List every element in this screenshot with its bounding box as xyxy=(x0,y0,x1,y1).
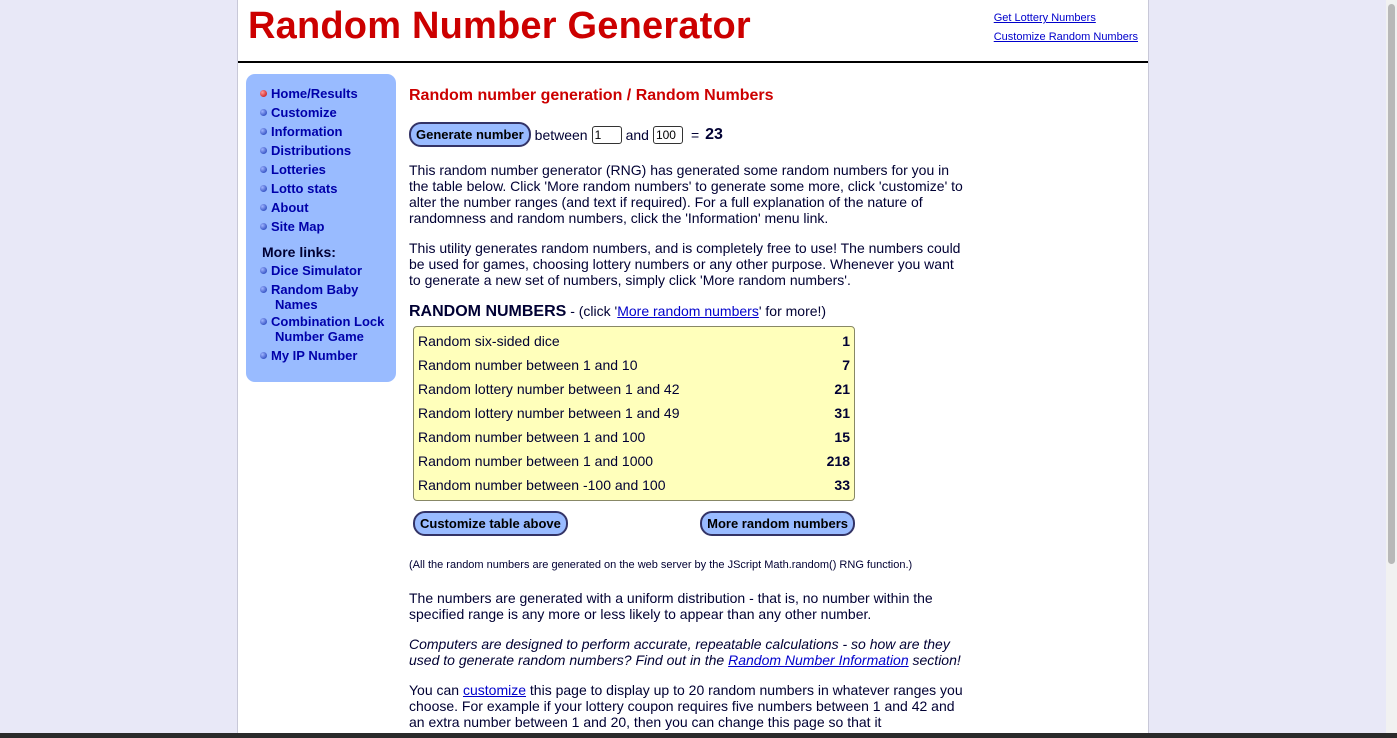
computers-paragraph xyxy=(409,636,969,668)
scrollbar-thumb[interactable] xyxy=(1388,4,1395,564)
header-divider xyxy=(238,61,1148,63)
sidebar-nav xyxy=(246,74,396,382)
sidebar-item-my-ip-number[interactable]: My IP Number xyxy=(260,346,396,365)
bullet-icon xyxy=(260,352,267,359)
and-label: and xyxy=(625,126,649,143)
table-row xyxy=(418,329,850,353)
generate-form xyxy=(409,122,969,147)
bullet-icon xyxy=(260,90,267,97)
window-bottom-edge xyxy=(0,733,1397,738)
random-numbers-table xyxy=(413,326,855,501)
sidebar-item-lotto-stats[interactable]: Lotto stats xyxy=(260,179,396,198)
rn-heading-pre: - (click ' xyxy=(566,303,618,319)
generate-number-button[interactable]: Generate number xyxy=(409,122,531,147)
sidebar-item-lotteries[interactable]: Lotteries xyxy=(260,160,396,179)
intro-paragraph-1: This random number generator (RNG) has generated some random numbers for you in the table below. Click 'More random numbers' to generate some more, click 'customize' to alter the number ranges (and text if required). For a full explanation of the nature of randomness and random numbers, click the 'Information' menu link. xyxy=(409,162,963,226)
table-row xyxy=(418,353,850,377)
row-label: Random lottery number between 1 and 49 xyxy=(418,405,680,421)
customize-paragraph xyxy=(409,682,969,730)
equals-sign: = xyxy=(690,126,700,143)
row-label: Random number between 1 and 10 xyxy=(418,357,638,373)
sidebar-item-dice-simulator[interactable]: Dice Simulator xyxy=(260,261,396,280)
sidebar-item-site-map[interactable]: Site Map xyxy=(260,217,396,236)
sidebar-item-home[interactable]: Home/Results xyxy=(260,84,396,103)
sidebar-item-customize[interactable]: Customize xyxy=(260,103,396,122)
random-numbers-title: RANDOM NUMBERS xyxy=(409,303,567,320)
max-input[interactable] xyxy=(653,126,683,144)
page-heading: Random number generation / Random Numbers xyxy=(409,87,774,104)
link-line-2: Number Game xyxy=(275,329,364,344)
row-label: Random number between 1 and 100 xyxy=(418,429,646,445)
table-row xyxy=(418,473,850,497)
customize-table-button[interactable]: Customize table above xyxy=(413,511,568,536)
bullet-icon xyxy=(260,267,267,274)
more-links-heading: More links: xyxy=(262,244,336,260)
para5-tail: this page to display up to 20 random numbers in whatever ranges you choose. For example if your lottery coupon requires five numbers between 1 and 42 and an extra number between 1 and 20, then you can change this page so that it xyxy=(409,682,963,730)
generated-result: 23 xyxy=(705,125,723,143)
sidebar-item-information[interactable]: Information xyxy=(260,122,396,141)
more-random-numbers-button[interactable]: More random numbers xyxy=(700,511,855,536)
vertical-scrollbar[interactable] xyxy=(1386,0,1397,738)
link-line-1: Combination Lock xyxy=(271,314,385,329)
row-label: Random number between -100 and 100 xyxy=(418,477,666,493)
table-row xyxy=(418,401,850,425)
row-value: 31 xyxy=(834,405,850,421)
min-input[interactable] xyxy=(592,126,622,144)
row-value: 33 xyxy=(834,477,850,493)
table-row xyxy=(418,425,850,449)
main-content xyxy=(409,86,969,730)
table-row xyxy=(418,449,850,473)
bullet-icon xyxy=(260,318,267,325)
random-number-information-link[interactable]: Random Number Information xyxy=(728,652,909,668)
random-numbers-heading xyxy=(409,303,969,320)
sidebar-item-about[interactable]: About xyxy=(260,198,396,217)
distribution-paragraph: The numbers are generated with a uniform distribution - that is, no number within the specified range is any more or less likely to appear than any other number. xyxy=(409,590,933,622)
row-label: Random number between 1 and 1000 xyxy=(418,453,654,469)
row-value: 15 xyxy=(834,429,850,445)
sidebar-item-combination-lock[interactable] xyxy=(260,314,396,344)
table-actions xyxy=(413,511,855,536)
para5-text: You can xyxy=(409,682,463,698)
more-random-numbers-link[interactable]: More random numbers xyxy=(617,303,759,319)
row-value: 218 xyxy=(826,453,850,469)
page-container xyxy=(237,0,1149,738)
row-value: 7 xyxy=(842,357,850,373)
customize-random-numbers-link[interactable]: Customize Random Numbers xyxy=(993,31,1138,43)
para4-text: Computers are designed to perform accurate, repeatable calculations - so how are they used to generate random numbers? Find out in the xyxy=(409,636,950,668)
intro-paragraph-2: This utility generates random numbers, and is completely free to use! The numbers could be used for games, choosing lottery numbers or any other purpose. Whenever you want to generate a new set of numbers, simply click 'More random numbers'. xyxy=(409,240,961,288)
row-label: Random six-sided dice xyxy=(418,333,560,349)
customize-link[interactable]: customize xyxy=(462,682,527,698)
link-line-2: Names xyxy=(275,297,318,312)
bullet-icon xyxy=(260,109,267,116)
row-value: 1 xyxy=(842,333,850,349)
table-row xyxy=(418,377,850,401)
sidebar-item-random-baby-names[interactable] xyxy=(260,282,396,312)
bullet-icon xyxy=(260,166,267,173)
bullet-icon xyxy=(260,128,267,135)
bullet-icon xyxy=(260,286,267,293)
between-label: between xyxy=(534,126,588,143)
bullet-icon xyxy=(260,204,267,211)
bullet-icon xyxy=(260,147,267,154)
para4-tail: section! xyxy=(908,652,961,668)
sidebar-item-distributions[interactable]: Distributions xyxy=(260,141,396,160)
rn-heading-post: ' for more!) xyxy=(758,303,827,319)
top-links xyxy=(994,9,1138,47)
bullet-icon xyxy=(260,185,267,192)
row-label: Random lottery number between 1 and 42 xyxy=(418,381,680,397)
link-line-1: Random Baby xyxy=(271,282,359,297)
get-lottery-numbers-link[interactable]: Get Lottery Numbers xyxy=(993,12,1096,24)
bullet-icon xyxy=(260,223,267,230)
row-value: 21 xyxy=(834,381,850,397)
rng-note: (All the random numbers are generated on the web server by the JScript Math.random() RNG function.) xyxy=(409,559,913,571)
site-title: Random Number Generator xyxy=(248,5,751,47)
